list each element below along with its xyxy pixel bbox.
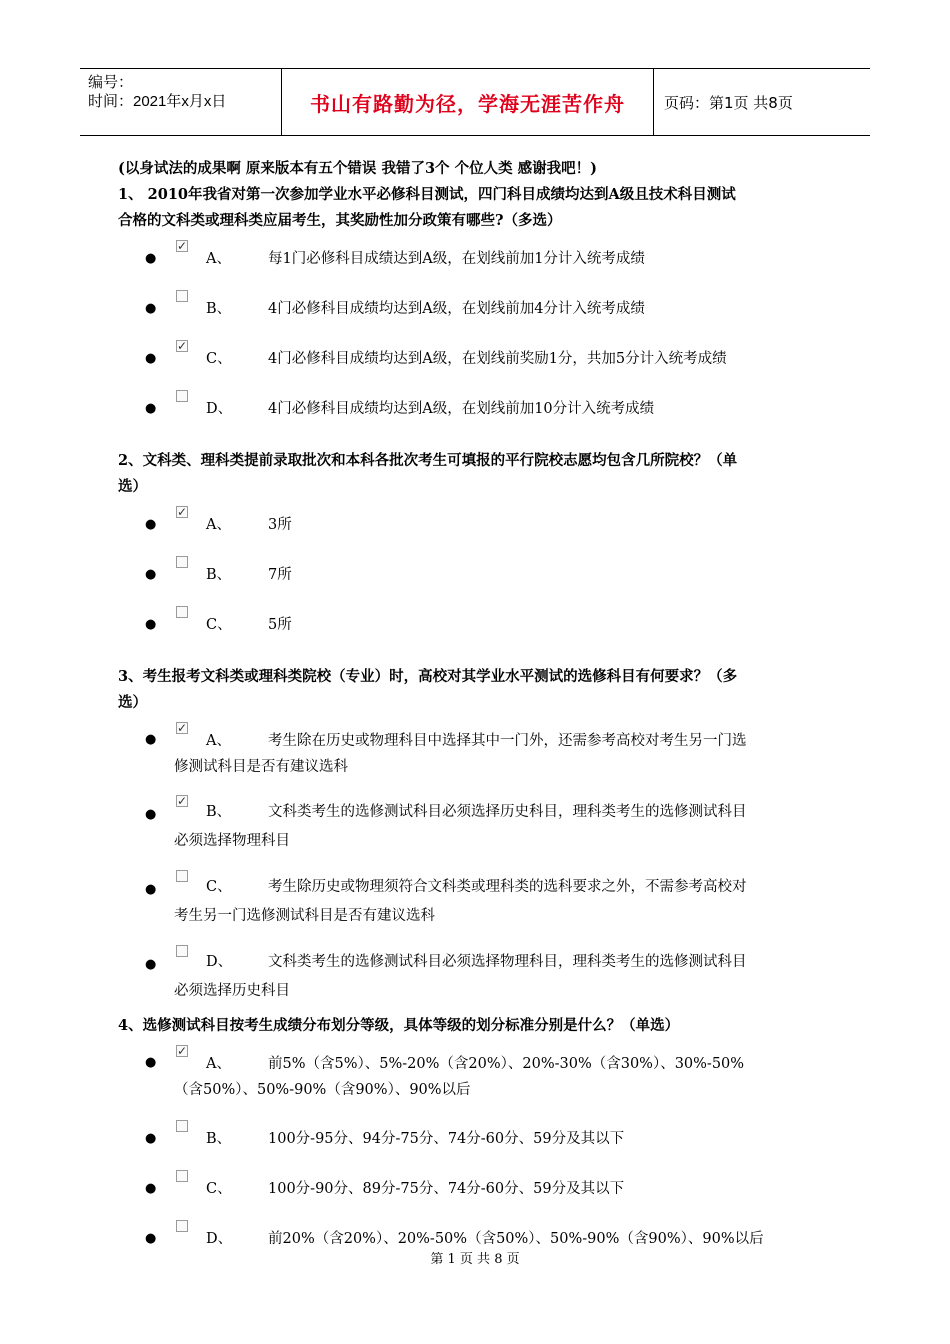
option-row: [118, 500, 838, 550]
checkbox[interactable]: [176, 870, 188, 882]
checkbox[interactable]: [176, 290, 188, 302]
option-text: 每1门必修科目成绩达到A级，在划线前加1分计入统考成绩: [268, 251, 645, 267]
question-line: 合格的文科类或理科类应届考生，其奖励性加分政策有哪些?（多选）: [118, 212, 562, 229]
question-text: [118, 448, 838, 500]
bullet-icon: ●: [145, 301, 157, 316]
checkbox[interactable]: [176, 390, 188, 402]
header-page-label: 页码：第1页 共8页: [664, 93, 793, 112]
option-letter: B、: [206, 567, 232, 583]
bullet-icon: ●: [145, 517, 157, 532]
checkbox[interactable]: [176, 556, 188, 568]
bullet-icon: ●: [145, 401, 157, 416]
question-text: [118, 182, 838, 234]
checkbox[interactable]: ✓: [177, 339, 188, 353]
option-text: 文科类考生的选修测试科目必须选择物理科目，理科类考生的选修测试科目: [268, 954, 747, 970]
checkbox[interactable]: [176, 1120, 188, 1132]
option-row: [118, 284, 838, 334]
question-text: 4、选修测试科目按考生成绩分布划分等级，具体等级的划分标准分别是什么？（单选）: [118, 1017, 680, 1034]
option-text: 5所: [268, 617, 292, 633]
option-text: 考生除在历史或物理科目中选择其中一门外，还需参考高校对考生另一门选: [268, 733, 747, 749]
bullet-icon: ●: [145, 617, 157, 632]
checkbox[interactable]: [176, 606, 188, 618]
bullet-icon: ●: [145, 732, 157, 747]
option-letter: A、: [206, 1056, 231, 1072]
option-letter: A、: [206, 733, 231, 749]
question-1: [118, 182, 838, 434]
option-letter: D、: [206, 1231, 233, 1247]
option-letter: C、: [206, 1181, 232, 1197]
option-text: 3所: [268, 517, 292, 533]
question-4: [118, 1013, 838, 1264]
checkbox[interactable]: ✓: [177, 1044, 188, 1058]
option-letter: C、: [206, 351, 232, 367]
option-text: 4门必修科目成绩均达到A级，在划线前加10分计入统考成绩: [268, 401, 655, 417]
option-row: [118, 1114, 838, 1164]
bullet-icon: ●: [145, 807, 157, 822]
serial-label: 编号：: [88, 74, 134, 91]
option-row: [118, 1164, 838, 1214]
option-row: [118, 716, 838, 791]
option-letter: D、: [206, 401, 233, 417]
question-line: 选）: [118, 478, 147, 495]
option-row: [118, 334, 838, 384]
option-text: 4门必修科目成绩均达到A级，在划线前奖励1分，共加5分计入统考成绩: [268, 351, 727, 367]
option-row: [118, 384, 838, 434]
option-text: 100分-90分、89分-75分、74分-60分、59分及其以下: [268, 1181, 625, 1197]
bullet-icon: ●: [145, 351, 157, 366]
option-text-continued: 必须选择物理科目: [174, 833, 290, 849]
option-letter: C、: [206, 879, 232, 895]
option-text: 100分-95分、94分-75分、74分-60分、59分及其以下: [268, 1131, 625, 1147]
option-text: 文科类考生的选修测试科目必须选择历史科目，理科类考生的选修测试科目: [268, 804, 747, 820]
option-letter: A、: [206, 251, 231, 267]
header-motto: 书山有路勤为径，学海无涯苦作舟: [282, 69, 654, 135]
bullet-icon: ●: [145, 1231, 157, 1246]
option-row: [118, 791, 838, 866]
option-text-continued: 必须选择历史科目: [174, 983, 290, 999]
option-letter: B、: [206, 804, 232, 820]
bullet-icon: ●: [145, 1131, 157, 1146]
option-row: [118, 600, 838, 650]
question-line: 3、考生报考文科类或理科类院校（专业）时，高校对其学业水平测试的选修科目有何要求？（多: [118, 668, 738, 685]
option-text: 4门必修科目成绩均达到A级，在划线前加4分计入统考成绩: [268, 301, 645, 317]
option-text-continued: 修测试科目是否有建议选科: [174, 759, 348, 775]
option-row: [118, 866, 838, 941]
option-letter: C、: [206, 617, 232, 633]
option-text-continued: 考生另一门选修测试科目是否有建议选科: [174, 908, 435, 924]
bullet-icon: ●: [145, 957, 157, 972]
question-3: [118, 664, 838, 1011]
option-text: 考生除历史或物理须符合文科类或理科类的选科要求之外，不需参考高校对: [268, 879, 747, 895]
bullet-icon: ●: [145, 1055, 157, 1070]
page-header: [80, 68, 870, 136]
question-2: [118, 448, 838, 650]
checkbox[interactable]: [176, 1220, 188, 1232]
checkbox[interactable]: ✓: [177, 505, 188, 519]
option-letter: B、: [206, 1131, 232, 1147]
bullet-icon: ●: [145, 251, 157, 266]
checkbox[interactable]: ✓: [177, 239, 188, 253]
bullet-icon: ●: [145, 1181, 157, 1196]
option-row: [118, 234, 838, 284]
question-line: 1、 2010年我省对第一次参加学业水平必修科目测试，四门科目成绩均达到A级且技术科目测试: [118, 186, 736, 203]
bullet-icon: ●: [145, 567, 157, 582]
option-text: 前5%（含5%）、5%-20%（含20%）、20%-30%（含30%）、30%-50%: [268, 1056, 745, 1072]
option-row: [118, 1039, 838, 1114]
checkbox[interactable]: ✓: [177, 794, 188, 808]
bullet-icon: ●: [145, 882, 157, 897]
checkbox[interactable]: [176, 1170, 188, 1182]
time-label: 时间：2021年x月x日: [88, 93, 227, 110]
checkbox[interactable]: [176, 945, 188, 957]
header-meta: [80, 69, 282, 135]
option-letter: D、: [206, 954, 233, 970]
question-line: 2、文科类、理科类提前录取批次和本科各批次考生可填报的平行院校志愿均包含几所院校？（单: [118, 452, 738, 469]
question-text: [118, 664, 838, 716]
checkbox[interactable]: ✓: [177, 721, 188, 735]
option-row: [118, 550, 838, 600]
option-letter: B、: [206, 301, 232, 317]
page-footer: 第 1 页 共 8 页: [430, 1252, 520, 1267]
document-body: [118, 158, 838, 1264]
option-text: 7所: [268, 567, 292, 583]
option-text-continued: （含50%）、50%-90%（含90%）、90%以后: [174, 1082, 471, 1098]
intro-note: (以身试法的成果啊 原来版本有五个错误 我错了3个 个位人类 感谢我吧！): [118, 160, 597, 177]
option-row: [118, 941, 838, 1011]
question-line: 选）: [118, 694, 147, 711]
option-letter: A、: [206, 517, 231, 533]
option-text: 前20%（含20%）、20%-50%（含50%）、50%-90%（含90%）、90%以后: [268, 1231, 764, 1247]
